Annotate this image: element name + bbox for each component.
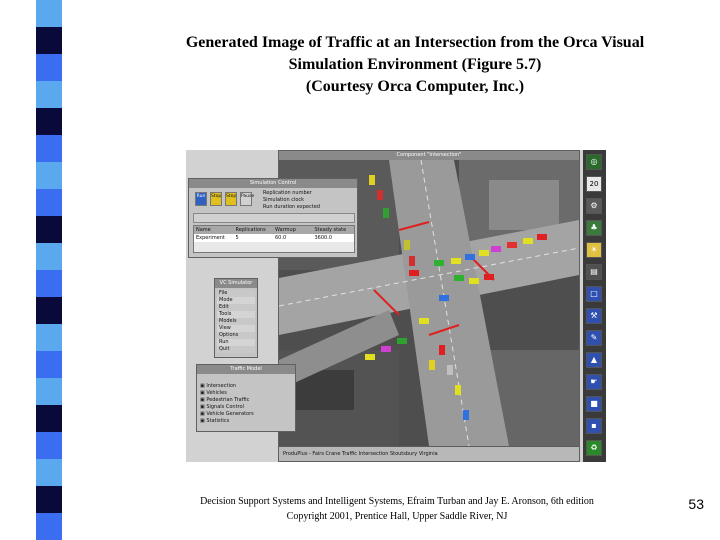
- stripe-block: [36, 27, 62, 54]
- stripe-block: [36, 513, 62, 540]
- tree-item[interactable]: ▣ Intersection: [200, 383, 237, 389]
- paint-icon[interactable]: ✎: [586, 330, 602, 346]
- lamp-icon[interactable]: ☀: [586, 242, 602, 258]
- settings-row: [193, 213, 355, 223]
- tree-item[interactable]: ▣ Signals Control: [200, 404, 244, 410]
- tool-icon[interactable]: ⚒: [586, 308, 602, 324]
- footer-line-1: Decision Support Systems and Intelligent Systems, Efraim Turban and Jay E. Aronson, 6th edition: [200, 496, 594, 507]
- vc-menu-item[interactable]: Run: [217, 339, 255, 346]
- simulation-clock-label: Simulation clock: [263, 197, 305, 203]
- title-line-3: (Courtesy Orca Computer, Inc.): [305, 78, 525, 95]
- tree-item[interactable]: ▣ Pedestrian Traffic: [200, 397, 250, 403]
- tree-item[interactable]: ▣ Statistics: [200, 418, 230, 424]
- stop-button[interactable]: Stop: [210, 192, 222, 206]
- vc-menu-item[interactable]: Models: [217, 318, 255, 325]
- footer-citation: [150, 494, 644, 524]
- row-warmup: 60.0: [275, 235, 287, 241]
- simulation-control-window: [188, 178, 358, 258]
- vc-menu-item[interactable]: File: [217, 290, 255, 297]
- vc-simulator-title: VC Simulator: [215, 279, 257, 288]
- slide-title: [120, 32, 710, 98]
- title-line-2: Simulation Environment (Figure 5.7): [288, 56, 542, 73]
- stripe-block: [36, 189, 62, 216]
- stripe-block: [36, 108, 62, 135]
- run-duration-label: Run duration expected: [263, 204, 320, 210]
- traffic-model-title: Traffic Model: [197, 365, 295, 374]
- vc-menu-item[interactable]: Quit: [217, 346, 255, 353]
- disk-icon[interactable]: ■: [586, 396, 602, 412]
- experiment-table: [193, 225, 355, 253]
- row-name: Experiment: [196, 235, 225, 241]
- gear-icon[interactable]: ⚙: [586, 198, 602, 214]
- stripe-block: [36, 378, 62, 405]
- stripe-block: [36, 432, 62, 459]
- col-steady-state: Steady state: [314, 227, 347, 233]
- stripe-block: [36, 216, 62, 243]
- tree-icon[interactable]: ♣: [586, 220, 602, 236]
- simulation-control-title: Simulation Control: [189, 179, 357, 188]
- vc-menu-item[interactable]: Edit: [217, 304, 255, 311]
- title-line-1: Generated Image of Traffic at an Intersection from the Orca Visual: [185, 34, 645, 51]
- simulation-screenshot: [186, 150, 606, 462]
- vc-menu-item[interactable]: Options: [217, 332, 255, 339]
- intersection-status-bar: ProduPlus - Fairs Crane Traffic Intersection Stoutsbury Virginia: [279, 447, 579, 461]
- recycle-icon[interactable]: ♻: [586, 440, 602, 456]
- graph-icon[interactable]: ▲: [586, 352, 602, 368]
- globe-icon[interactable]: ◎: [586, 154, 602, 170]
- stripe-block: [36, 405, 62, 432]
- table-row[interactable]: [194, 234, 354, 242]
- row-replications: 5: [235, 235, 239, 241]
- run-button[interactable]: Run: [195, 192, 207, 206]
- calendar-icon[interactable]: 20: [586, 176, 602, 192]
- tree-list: [200, 383, 292, 425]
- stripe-block: [36, 324, 62, 351]
- pause-button[interactable]: Pause: [240, 192, 252, 206]
- vc-menu-item[interactable]: View: [217, 325, 255, 332]
- stripe-block: [36, 54, 62, 81]
- stripe-block: [36, 459, 62, 486]
- stripe-block: [36, 270, 62, 297]
- col-replications: Replications: [235, 227, 266, 233]
- replication-number-label: Replication number: [263, 190, 312, 196]
- footer-line-2: Copyright 2001, Prentice Hall, Upper Saddle River, NJ: [286, 511, 508, 522]
- vc-menu-item[interactable]: Mode: [217, 297, 255, 304]
- stripe-block: [36, 162, 62, 189]
- step-button[interactable]: Step: [225, 192, 237, 206]
- vc-menu-list: [217, 290, 255, 353]
- window-icon[interactable]: □: [586, 286, 602, 302]
- vc-simulator-window: [214, 278, 258, 358]
- stripe-block: [36, 243, 62, 270]
- stripe-block: [36, 0, 62, 27]
- col-name: Name: [196, 227, 211, 233]
- stripe-block: [36, 81, 62, 108]
- col-warmup: Warmup: [275, 227, 296, 233]
- vc-menu-item[interactable]: Tools: [217, 311, 255, 318]
- stripe-block: [36, 486, 62, 513]
- page-number: 53: [688, 496, 704, 512]
- intersection-window-title: Component "Intersection": [279, 151, 579, 160]
- row-steady: 3600.0: [314, 235, 332, 241]
- hand-icon[interactable]: ☛: [586, 374, 602, 390]
- tree-item[interactable]: ▣ Vehicle Generators: [200, 411, 254, 417]
- decorative-stripe: [0, 0, 62, 540]
- stripe-block: [36, 297, 62, 324]
- tree-item[interactable]: ▣ Vehicles: [200, 390, 227, 396]
- save-icon[interactable]: ▪: [586, 418, 602, 434]
- stripe-block: [36, 351, 62, 378]
- stripe-block: [36, 135, 62, 162]
- traffic-model-window: [196, 364, 296, 432]
- chart-icon[interactable]: ▤: [586, 264, 602, 280]
- right-toolbar: [583, 150, 606, 462]
